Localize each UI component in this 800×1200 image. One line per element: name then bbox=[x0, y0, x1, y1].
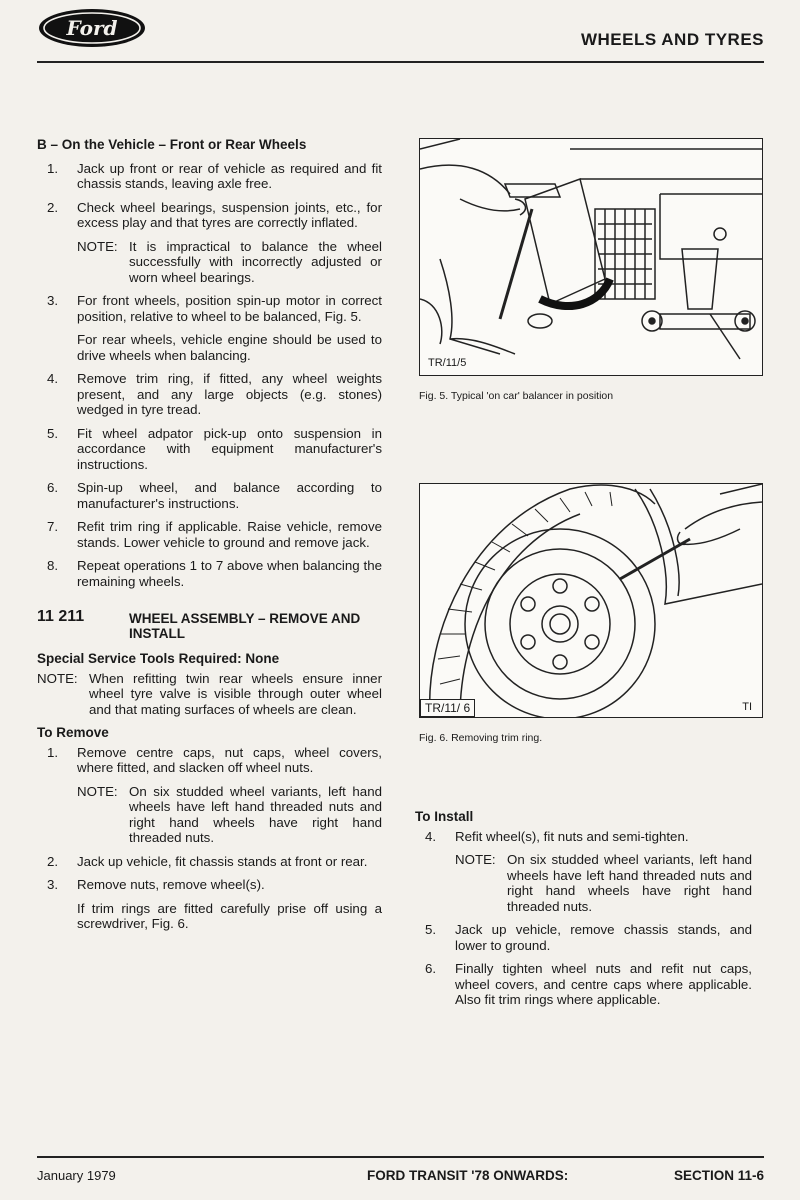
note-six-stud-install: NOTE: On six studded wheel variants, left hand wheels have left hand threaded nuts and right hand wheels have right hand threaded nuts. bbox=[455, 852, 752, 914]
list-item: 4. Remove trim ring, if fitted, any wheel weights present, and any large objects (e.g. stones) wedged in tyre tread. bbox=[47, 371, 382, 417]
figure-5 bbox=[419, 138, 763, 376]
page-title: WHEELS AND TYRES bbox=[580, 30, 764, 49]
list-item: 1. Jack up front or rear of vehicle as required and fit chassis stands, leaving axle free. bbox=[47, 160, 382, 191]
list-item: 8. Repeat operations 1 to 7 above when balancing the remaining wheels. bbox=[47, 558, 382, 589]
figure-tag-secondary: TI bbox=[742, 701, 752, 713]
logo-text: Ford bbox=[66, 16, 118, 40]
section-number: 11 211 bbox=[37, 608, 85, 625]
to-remove-heading: To Remove bbox=[37, 725, 109, 740]
right-column bbox=[415, 809, 752, 1016]
list-item: 2. Check wheel bearings, suspension joints, etc., for excess play and that tyres are correctly inflated. bbox=[47, 199, 382, 230]
list-item: 1. Remove centre caps, nut caps, wheel covers, where fitted, and slacken off wheel nuts. bbox=[47, 744, 382, 775]
figure-tag: TR/11/ 6 bbox=[420, 699, 475, 717]
list-item: 5. Fit wheel adpator pick-up onto suspension in accordance with equipment manufacturer's instructions. bbox=[47, 425, 382, 472]
footer-date: January 1979 bbox=[37, 1168, 116, 1183]
footer-section: SECTION 11-6 bbox=[673, 1168, 764, 1183]
figure-5-caption: Fig. 5. Typical 'on car' balancer in position bbox=[419, 390, 614, 402]
list-item: 2. Jack up vehicle, fit chassis stands at front or rear. bbox=[47, 853, 368, 869]
balancer-illustration bbox=[420, 139, 762, 375]
list-item: 4. Refit wheel(s), fit nuts and semi-tighten. bbox=[425, 828, 689, 844]
figure-6 bbox=[419, 483, 763, 718]
trim-ring-illustration bbox=[420, 484, 762, 717]
list-item: 6. Spin-up wheel, and balance according to manufacturer's instructions. bbox=[47, 480, 382, 511]
ford-logo bbox=[37, 7, 147, 49]
figure-tag: TR/11/5 bbox=[428, 357, 467, 369]
left-column bbox=[37, 137, 382, 940]
list-item: 5. Jack up vehicle, remove chassis stands, and lower to ground. bbox=[425, 922, 752, 953]
list-item: 6. Finally tighten wheel nuts and refit nut caps, wheel covers, and centre caps where applicable. Also fit trim rings where applicable. bbox=[425, 961, 752, 1007]
figure-6-caption: Fig. 6. Removing trim ring. bbox=[419, 732, 543, 744]
trim-ring-paragraph: If trim rings are fitted carefully prise off using a screwdriver, Fig. 6. bbox=[77, 900, 382, 931]
note-bearings: NOTE: It is impractical to balance the wheel successfully with incorrectly adjusted or worn wheel bearings. bbox=[77, 238, 382, 285]
note-six-stud: NOTE: On six studded wheel variants, left hand wheels have left hand threaded nuts and right hand wheels have right hand threaded nuts. bbox=[77, 783, 382, 845]
section-heading bbox=[37, 609, 382, 641]
footer-title: FORD TRANSIT '78 ONWARDS: bbox=[367, 1168, 569, 1183]
special-tools-line: Special Service Tools Required: None bbox=[37, 651, 280, 666]
list-item: 3. Remove nuts, remove wheel(s). bbox=[47, 877, 265, 892]
to-install-heading: To Install bbox=[415, 809, 474, 824]
rear-wheel-paragraph: For rear wheels, vehicle engine should be used to drive wheels when balancing. bbox=[77, 332, 382, 363]
section-title: WHEEL ASSEMBLY – REMOVE AND INSTALL bbox=[129, 611, 361, 641]
subheading-on-vehicle: B – On the Vehicle – Front or Rear Wheels bbox=[37, 137, 307, 152]
list-item: 7. Refit trim ring if applicable. Raise vehicle, remove stands. Lower vehicle to ground and remove jack. bbox=[47, 519, 382, 550]
note-twin-wheels: NOTE: When refitting twin rear wheels ensure inner wheel tyre valve is visible through outer wheel and that mating surfaces of wheels are clean. bbox=[37, 670, 382, 717]
header-rule bbox=[37, 61, 764, 63]
footer-rule bbox=[37, 1156, 764, 1158]
list-item: 3. For front wheels, position spin-up motor in correct position, relative to wheel to be balanced, Fig. 5. bbox=[47, 293, 382, 324]
